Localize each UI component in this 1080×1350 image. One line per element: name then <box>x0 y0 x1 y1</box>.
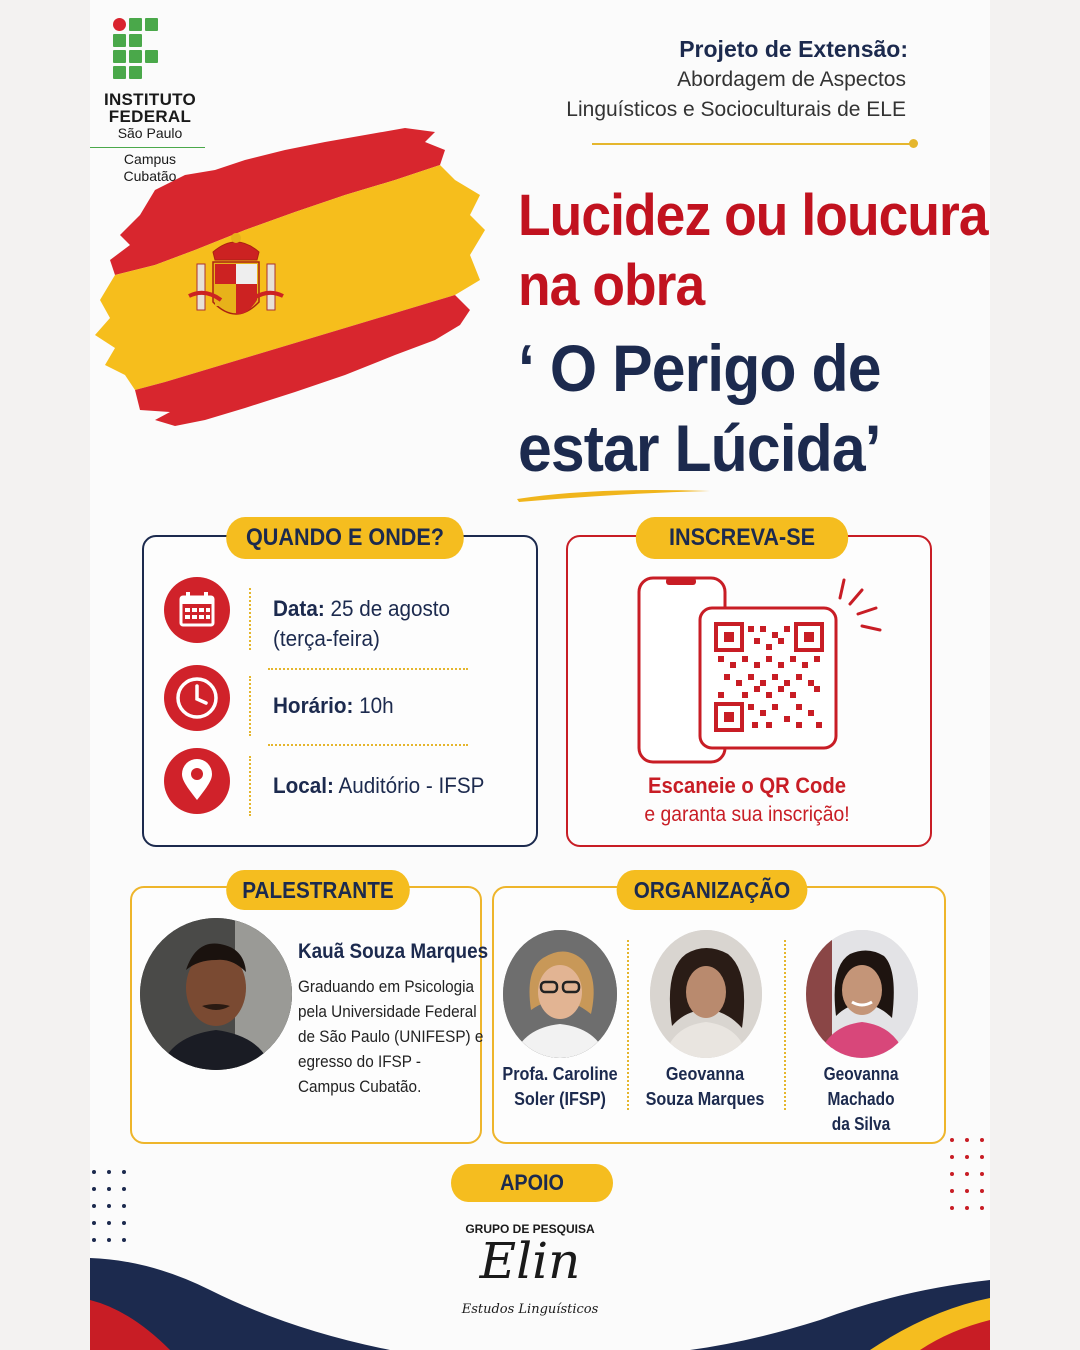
support-group-sub: Estudos Linguísticos <box>461 1302 599 1317</box>
speaker-bio-line: de São Paulo (UNIFESP) e <box>298 1027 484 1046</box>
calendar-icon <box>164 577 230 643</box>
place-value: Auditório - IFSP <box>333 773 485 798</box>
organizer-name-1 <box>499 1062 621 1112</box>
info-divider-2 <box>249 676 251 736</box>
organizer-name-2 <box>641 1062 769 1112</box>
clock-icon-badge <box>164 665 230 731</box>
time-info <box>273 693 394 719</box>
organizer-name-2-line1: Geovanna <box>665 1064 745 1084</box>
organizer-name-2-line2: Souza Marques <box>645 1089 765 1109</box>
scan-qr-text: Escaneie o QR Code <box>648 773 846 798</box>
organizer-photo-3 <box>806 930 918 1058</box>
title-line3: ‘ O Perigo de <box>518 331 881 405</box>
info-divider-3 <box>249 756 251 816</box>
support-heading: APOIO <box>451 1164 613 1202</box>
info-divider-1 <box>249 588 251 650</box>
title-line1: Lucidez ou loucura <box>518 183 988 248</box>
logo-campus-line2: Cubatão <box>123 168 177 184</box>
date-weekday: (terça-feira) <box>273 626 380 651</box>
logo-campus-line1: Campus <box>123 151 177 167</box>
speaker-photo <box>140 918 292 1070</box>
decorative-dots-right <box>946 1136 990 1220</box>
speaker-bio <box>298 974 483 1099</box>
info-separator-1 <box>268 668 468 670</box>
location-pin-icon <box>164 748 230 814</box>
title-brush-underline <box>515 485 715 505</box>
project-line1: Abordagem de Aspectos <box>677 68 906 91</box>
event-poster <box>90 0 990 1350</box>
calendar-icon-badge <box>164 577 230 643</box>
info-separator-2 <box>268 744 468 746</box>
title-line4: estar Lúcida’ <box>518 411 881 485</box>
organizer-name-1-line1: Profa. Caroline <box>502 1064 618 1084</box>
support-group-label: GRUPO DE PESQUISA <box>465 1222 595 1236</box>
organizer-name-1-line2: Soler (IFSP) <box>514 1089 606 1109</box>
clock-icon <box>164 665 230 731</box>
logo-text-instituto: INSTITUTO <box>103 90 197 109</box>
time-label: Horário: <box>273 693 354 718</box>
place-info <box>273 773 484 799</box>
speaker-heading: PALESTRANTE <box>226 870 410 910</box>
phone-qr-illustration[interactable] <box>630 570 890 770</box>
organizer-photo-2 <box>650 930 762 1058</box>
speaker-bio-line: pela Universidade Federal <box>298 1002 477 1021</box>
signup-heading: INSCREVA-SE <box>636 517 848 559</box>
organizer-divider-2 <box>784 940 786 1110</box>
logo-mark-icon <box>113 18 173 82</box>
location-pin-icon-badge <box>164 748 230 814</box>
speaker-name: Kauã Souza Marques <box>298 940 489 963</box>
header-underline-dot <box>909 139 918 148</box>
logo-text-federal: FEDERAL <box>108 107 192 126</box>
guarantee-text: e garanta sua inscrição! <box>644 803 850 826</box>
organizer-divider-1 <box>627 940 629 1110</box>
project-line2: Linguísticos e Socioculturais de ELE <box>566 98 906 121</box>
date-info <box>273 596 450 622</box>
organizer-name-3 <box>797 1062 926 1137</box>
support-group-name: Elin <box>479 1232 581 1290</box>
speaker-bio-line: egresso do IFSP - <box>298 1052 422 1071</box>
bottom-wave-right <box>650 1280 990 1350</box>
organizer-name-3-line1: Geovanna Machado <box>823 1064 899 1109</box>
when-where-heading: QUANDO E ONDE? <box>226 517 464 559</box>
spain-flag-illustration <box>95 120 490 430</box>
title-line2: na obra <box>518 253 705 318</box>
date-value: 25 de agosto <box>324 596 451 621</box>
organizer-photo-1 <box>503 930 617 1058</box>
logo-text-state: São Paulo <box>117 125 183 141</box>
time-value: 10h <box>353 693 394 718</box>
place-label: Local: <box>273 773 334 798</box>
date-label: Data: <box>273 596 325 621</box>
speaker-bio-line: Campus Cubatão. <box>298 1077 422 1096</box>
header-underline <box>592 143 912 145</box>
organization-heading: ORGANIZAÇÃO <box>617 870 808 910</box>
project-label: Projeto de Extensão: <box>679 36 908 62</box>
organizer-name-3-line2: da Silva <box>831 1114 891 1134</box>
bottom-wave-left <box>90 1240 450 1350</box>
speaker-bio-line: Graduando em Psicologia <box>298 977 475 996</box>
